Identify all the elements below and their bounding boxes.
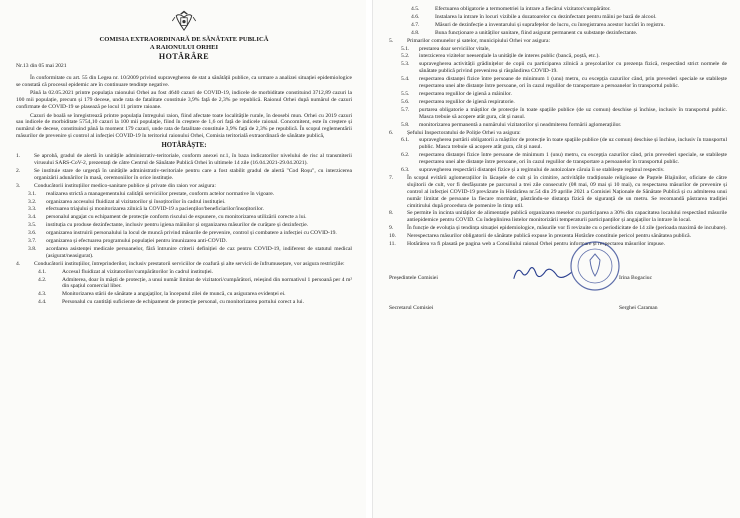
item-text: supravegherea activității grădinițelor de copii cu participarea zilnică a preșcolarilor cu prezența fizică, respectând strict normele de sănătate publică privind prevenirea și răspândirea COVID-19. (419, 61, 727, 75)
intro-paragraph-1: În conformitate cu art. 55 din Legea nr. 10/2009 privind supravegherea de stat a sănătății publice, ca urmare a analizei situației epidemiologice se constată că procesul epidemic are în continuare tendințe negative. (16, 75, 352, 88)
item-text: Hotărârea va fi plasată pe pagina web a Consiliului raional Orhei pentru informare și respectarea măsurilor impuse. (407, 241, 665, 248)
list-item (16, 230, 352, 237)
list-item (389, 210, 727, 224)
item-number: 4. (16, 260, 21, 267)
item-text: În scopul evitării aglomerațiilor în lăcașele de cult și în cimitire, activitățile tradiționale religioase de Paștele Blajinilor, oficiate de către slujitorii de cult, vor fi desfășurate pe parcursul a trei zile consecutiv (08 mai, 09 mai și 10 mai), cu respectarea măsurilor de prevenire și control al infecției COVID-19 prevăzute în Hotărârea nr.54 din 29 aprilie 2021 a Comisiei Naționale de Sănătate Publică și cu admiterea unui număr limitat de persoane la fiecare mormânt, păstrându-se distanța fizică de siguranță de un metru. Se recomandă păstrarea tradiției cimitirului după procedura de pomenire în timp util. (407, 174, 727, 209)
item-number: 3.6. (28, 230, 37, 237)
item-number: 4.1. (38, 268, 47, 275)
item-text: Nerespectarea măsurilor obligatorii de sănătate publică expuse în prezenta Hotărâre constituie pericol pentru sănătatea publică. (407, 233, 692, 240)
list-item (389, 14, 727, 21)
signature-row-chair (389, 266, 727, 290)
list-item (16, 214, 352, 221)
item-text: respectarea distanței fizice între persoane de minimum 1 (unu) metru, cu excepția cazurilor când, prin prevederi speciale, se stabilește respectarea unei alte distanțe între persoane, ori în cazul regulilor de transportare a persoanelor în transportul public. (419, 152, 727, 166)
item-number: 4.4. (38, 299, 47, 306)
item-text: Conducătorii instituțiilor, întreprinderilor, inclusiv prestatorii serviciilor de coafură și alte servicii de înfrumusețare, vor asigura restricțiile: (34, 260, 345, 267)
item-text: supravegherea respectării distanței fizice și a regimului de autoizolare căruia îi se stabilește regimul respectiv. (419, 167, 665, 174)
item-text: instituția cu produse dezinfectante, inclusiv pentru igiena mâinilor și organizarea măsurilor de curățare și dezinfecție. (46, 222, 309, 229)
item-text: Se permite în incinta unităților de alimentație publică organizarea meselor cu participarea a 30% din capacitatea localului respectând măsurile antiepidemice pentru COVID. Cu îndeplinirea listelor monitorizării temperaturii participanților și angajaților la intrare în local. (407, 210, 727, 224)
list-item (389, 6, 727, 13)
list-item (389, 61, 727, 75)
item-number: 3. (16, 182, 21, 189)
item-number: 4.2. (38, 276, 47, 283)
item-number: 5. (389, 37, 394, 44)
item-number: 6.1. (401, 137, 410, 144)
item-number: 5.3. (401, 61, 410, 68)
organization-name: COMISIA EXTRAORDINARĂ DE SĂNĂTATE PUBLICĂ (99, 36, 269, 43)
list-item (16, 291, 352, 298)
list-item (16, 261, 352, 268)
item-text: interzicerea vizitelor neesențiale la unitățile de interes public (bancă, poștă, etc.). (419, 53, 600, 60)
item-number: 3.5. (28, 222, 37, 229)
list-item (389, 167, 727, 174)
item-number: 5.8. (401, 121, 410, 128)
item-text: Accesul fluidizat al vizitatorilor/cumpărătorilor în cadrul instituției. (62, 268, 214, 275)
list-item (16, 299, 352, 306)
item-text: Primarilor comunelor și satelor, municipiului Orhei vor asigura: (407, 37, 551, 44)
item-text: acordarea asistenței medicale persoanelor, fără întrunire criterii definiției de caz pentru COVID-19, indiferent de statutul medical (asigurat/neasigurat). (46, 245, 352, 259)
item-number: 6.3. (401, 167, 410, 174)
item-number: 3.2. (28, 198, 37, 205)
item-text: respectarea distanței fizice între persoane de minimum 1 (unu) metru, cu excepția cazurilor când, prin prevederi speciale se stabilește respectarea unei alte distanțe între persoane, ori în cazul regulilor de transportare a persoanelor în transportul public. (419, 76, 727, 90)
list-item (389, 130, 727, 137)
item-text: Șefului Inspectoratului de Poliție Orhei va asigura: (407, 129, 521, 136)
item-number: 3.3. (28, 206, 37, 213)
item-text: respectarea regulilor de igienă respiratorie. (419, 98, 515, 105)
list-item (389, 175, 727, 210)
list-item (16, 222, 352, 229)
item-text: efectuarea triajului și monitorizarea zilnică la COVID-19 a pacienților/beneficiarilor/însoțitorilor. (46, 206, 264, 213)
item-text: Măsuri de dezinfecție a inventarului și suprafețelor de lucru, cu înregistrarea acestor lucrări în registru. (435, 21, 665, 28)
signature-row-secretary (389, 296, 727, 320)
item-text: Conducătorii instituțiilor medico-sanitare publice și private din raion vor asigura: (34, 182, 216, 189)
item-text: În funcție de evoluția și tendința situației epidemiologice, măsurile vor fi revizuite cu o periodicitate de 14 zile (perioada maximă de incubare). (407, 225, 727, 232)
item-number: 4.5. (411, 6, 420, 12)
list-item (389, 137, 727, 151)
list-item (389, 46, 727, 53)
item-text: personalul angajat cu echipament de protecție conform riscului de expunere, cu monitorizarea utilizării corecte a lui. (46, 214, 307, 221)
document-date: din 05 mai 2021 (30, 63, 67, 70)
item-number: 8. (389, 210, 394, 217)
item-number: 5.4. (401, 76, 410, 83)
list-item (16, 153, 352, 167)
item-number: 4.6. (411, 13, 420, 20)
item-text: Se instituie stare de urgență în unitățile administrativ-teritoriale pentru care a fost stabilit gradul de alertă "Cod Roșu", cu interzicerea organizării adunărilor în masă, ceremoniilor în orice instituție. (34, 167, 352, 181)
document-number-row (16, 63, 352, 70)
document-number: Nr.13 (16, 63, 29, 70)
document-page-right (372, 0, 740, 518)
item-number: 4.7. (411, 21, 420, 28)
chair-role: Președintele Comisiei (389, 274, 438, 281)
item-number: 3.1. (28, 190, 37, 197)
item-number: 4.3. (38, 291, 47, 298)
list-item (16, 238, 352, 245)
item-text: Personalul cu cantități suficiente de echipament de protecție personal, cu monitorizarea portului corect a lui. (62, 299, 304, 306)
list-item (389, 99, 727, 106)
list-item (389, 91, 727, 98)
moldova-coat-of-arms-icon (171, 8, 197, 34)
item-number: 5.5. (401, 90, 410, 97)
item-text: Instalarea la intrare în locuri vizibile a dozatoarelor cu dezinfectant pentru mâini pe bază de alcool. (435, 13, 657, 20)
list-item (16, 191, 352, 198)
list-item (16, 183, 352, 190)
list-item (389, 225, 727, 232)
list-item (389, 122, 727, 129)
list-item (389, 233, 727, 240)
list-item (389, 53, 727, 60)
list-item (389, 22, 727, 29)
intro-paragraph-2: Până la 02.05.2021 printre populația raionului Orhei au fost 4640 cazuri de COVID-19, indicele de morbiditate constituind 3712,89 cazuri la 100 mii populație, precum și 179 decese, unde rata de fatalitate constituie 3,9% față de 2,3% pe republică. Raionul Orhei după numărul de cazuri confirmate de COVID-19 se plasează pe locul 11 printre raioane. (16, 90, 352, 111)
item-number: 3.7. (28, 238, 37, 245)
list-item (389, 152, 727, 166)
item-number: 1. (16, 153, 21, 160)
decide-heading: HOTĂRĂȘTE: (161, 142, 207, 150)
document-number-date (16, 63, 67, 70)
item-text: Se aprobă, gradul de alertă în unitățile administrativ-teritoriale, conform anexei nr.1, în baza indicatorilor nivelului de risc al transmiterii virusului SARS-CoV-2, prezentați de către Centrul de Sănătate Publică Orhei în ultimele 14 zile (16.04.2021-29.04.2021). (34, 153, 352, 166)
item-number: 6. (389, 129, 394, 136)
item-number: 2. (16, 167, 21, 174)
item-text: Buna funcționare a unităților sanitare, fiind asigurat permanent cu substanțe dezinfectante. (435, 29, 638, 36)
document-type: HOTĂRÂRE (158, 52, 210, 62)
item-text: supravegherea purtării obligatorii a măștilor de protecție în toate spațiile publice (de uz comun) deschise și închise, inclusiv în transportul public. Masca trebuie să acopere atât gura, cât și nasul. (419, 137, 727, 151)
item-text: Efectuarea obligatorie a termometriei la intrare a fiecărui vizitator/cumpărător. (435, 6, 611, 12)
item-text: organizarea accesului fluidizat al vizitatorilor și însoțitorilor în cadrul instituției. (46, 198, 226, 205)
organization-subname: A RAIONULUI ORHEI (149, 43, 219, 51)
list-item (16, 246, 352, 260)
list-item (16, 206, 352, 213)
item-number: 11. (389, 241, 396, 248)
list-item (16, 277, 352, 291)
list-item (16, 269, 352, 276)
item-number: 10. (389, 233, 396, 240)
item-text: monitorizarea permanentă a numărului vizitatorilor și neadmiterea formării aglomerațiilor. (419, 121, 622, 128)
item-text: respectarea regulilor de igienă a mâinilor. (419, 90, 512, 97)
list-item (389, 38, 727, 45)
list-item (389, 76, 727, 90)
item-text: Admiterea, doar în măști de protecție, a unui număr limitat de vizitatori/cumpărători, reieșind din normativul 1 persoană per 4 m² din spațiul comercial liber. (62, 276, 352, 290)
item-number: 5.7. (401, 106, 410, 113)
item-text: organizarea instruirii personalului la locul de muncă privind măsurile de prevenire, control și combatere a infecției cu COVID-19. (46, 230, 337, 237)
item-text: organizarea și efectuarea programului populației pentru imunizarea anti-COVID. (46, 238, 227, 245)
list-item (389, 30, 727, 37)
official-stamp-icon (569, 240, 621, 292)
list-item (389, 107, 727, 121)
item-text: Monitorizarea stării de sănătate a angajaților, la începutul zilei de muncă, cu asigurarea evidenței ei. (62, 291, 286, 298)
chair-name: Irina Bogaciuc (619, 274, 653, 281)
list-item (16, 168, 352, 182)
secretary-name: Serghei Caraman (619, 304, 658, 311)
item-text: realizarea strictă a managementului calității serviciilor prestate, conform actelor normative în vigoare. (46, 190, 275, 197)
item-number: 5.2. (401, 53, 410, 60)
item-number: 5.6. (401, 98, 410, 105)
document-page-left (0, 0, 366, 518)
item-text: prestarea doar serviciilor vitale, (419, 45, 490, 52)
item-number: 7. (389, 174, 394, 181)
signature-area (509, 266, 619, 290)
item-number: 6.2. (401, 152, 410, 159)
item-number: 4.8. (411, 29, 420, 36)
secretary-role: Secretarul Comisiei (389, 304, 434, 311)
item-number: 9. (389, 225, 394, 232)
intro-paragraph-3: Cazuri de boală se înregistrează printre populația întregului raion, fiind afectate toate localitățile rurale, în deosebi mun. Orhei cu 2019 cazuri sau indicele de morbiditate 5754,10 cazuri la 100 mii populație, fiind în creștere de 1,6 ori față de indicele raional. Concomitent, este în creștere și numărul de decese, constituind până la moment 179 cazuri, unde rata de fatalitate constituie 3,9% față de 2,3% pe republică. În scopul reglementării măsurilor de prevenire și control al infecției COVID-19 în teritoriul raionului Orhei, Comisia teritorială extraordinară de sănătate publică, (16, 112, 352, 140)
item-number: 3.8. (28, 245, 37, 252)
item-number: 5.1. (401, 45, 410, 52)
item-number: 3.4. (28, 214, 37, 221)
item-text: purtarea obligatorie a măștilor de protecție în toate spațiile publice (de uz comun) deschise și închise, inclusiv în transportul public. Masca trebuie să acopere atât gura, cât și nasul. (419, 106, 727, 120)
list-item (389, 241, 727, 248)
list-item (16, 199, 352, 206)
